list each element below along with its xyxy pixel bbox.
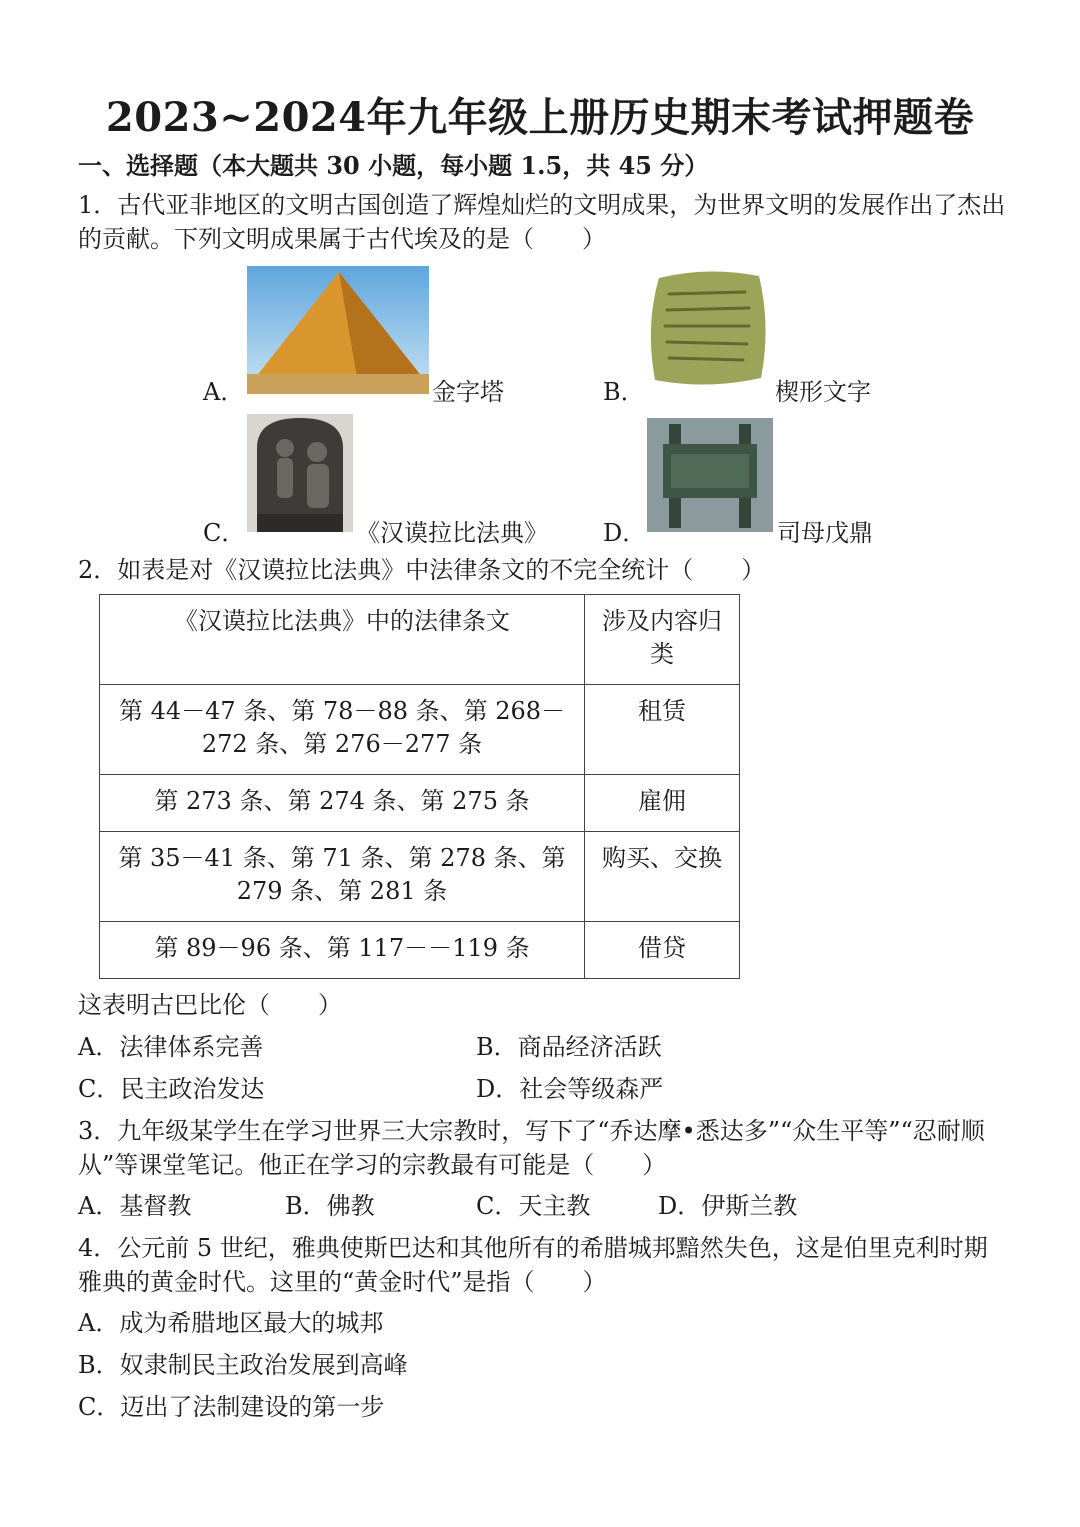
q2-option-b: B．商品经济活跃 xyxy=(476,1033,662,1061)
simuwu-ding-image xyxy=(647,418,773,532)
table-cell: 购买、交换 xyxy=(585,832,740,922)
question-1-stem: 1．古代亚非地区的文明古国创造了辉煌灿烂的文明成果，为世界文明的发展作出了杰出的贡献。下列文明成果属于古代埃及的是（ ） xyxy=(78,191,1006,253)
q3-option-b: B．佛教 xyxy=(285,1192,375,1220)
option-a-text: 金字塔 xyxy=(432,378,504,406)
q3-option-d: D．伊斯兰教 xyxy=(658,1192,798,1220)
option-b-text: 楔形文字 xyxy=(775,378,871,406)
q2-option-c: C．民主政治发达 xyxy=(78,1075,265,1103)
option-a-letter: A． xyxy=(203,378,245,406)
option-d-text: 司母戊鼎 xyxy=(777,519,873,547)
exam-title: 2023~2024年九年级上册历史期末考试押题卷 xyxy=(105,94,975,141)
hammurabi-stele-image xyxy=(247,414,353,532)
table-cell: 第 273 条、第 274 条、第 275 条 xyxy=(100,775,585,832)
law-articles-table xyxy=(99,594,740,979)
table-cell: 借贷 xyxy=(585,922,740,979)
table-header-row xyxy=(100,595,740,685)
table-header-cell: 《汉谟拉比法典》中的法律条文 xyxy=(100,595,585,685)
option-c-text: 《汉谟拉比法典》 xyxy=(356,519,548,547)
option-b-letter: B． xyxy=(603,378,645,406)
cuneiform-tablet-image xyxy=(645,266,771,388)
question-3-stem: 3．九年级某学生在学习世界三大宗教时，写下了“乔达摩•悉达多”“众生平等”“忍耐顺从”等课堂笔记。他正在学习的宗教最有可能是（ ） xyxy=(78,1117,985,1179)
q4-option-c: C．迈出了法制建设的第一步 xyxy=(78,1393,385,1421)
table-cell: 第 35－41 条、第 71 条、第 278 条、第 279 条、第 281 条 xyxy=(100,832,585,922)
q4-option-b: B．奴隶制民主政治发展到高峰 xyxy=(78,1351,408,1379)
table-row xyxy=(100,775,740,832)
question-2-followup: 这表明古巴比伦（ ） xyxy=(78,991,342,1019)
option-c-letter: C． xyxy=(203,519,246,547)
q2-option-d: D．社会等级森严 xyxy=(476,1075,664,1103)
pyramid-image xyxy=(247,266,429,394)
table-cell: 租赁 xyxy=(585,685,740,775)
table-header-cell: 涉及内容归类 xyxy=(585,595,740,685)
option-d-letter: D． xyxy=(603,519,647,547)
table-row xyxy=(100,685,740,775)
table-row xyxy=(100,922,740,979)
question-2-stem: 2．如表是对《汉谟拉比法典》中法律条文的不完全统计（ ） xyxy=(78,556,766,584)
q3-option-c: C．天主教 xyxy=(476,1192,591,1220)
table-cell: 雇佣 xyxy=(585,775,740,832)
q4-option-a: A．成为希腊地区最大的城邦 xyxy=(78,1309,384,1337)
question-4-stem: 4．公元前 5 世纪，雅典使斯巴达和其他所有的希腊城邦黯然失色，这是伯里克利时期雅典的黄金时代。这里的“黄金时代”是指（ ） xyxy=(78,1234,988,1296)
q3-option-a: A．基督教 xyxy=(78,1192,192,1220)
table-row xyxy=(100,832,740,922)
q2-option-a: A．法律体系完善 xyxy=(78,1033,264,1061)
table-cell: 第 44－47 条、第 78－88 条、第 268－272 条、第 276－277 条 xyxy=(100,685,585,775)
section-heading: 一、选择题（本大题共 30 小题，每小题 1.5，共 45 分） xyxy=(78,151,709,180)
table-cell: 第 89－96 条、第 117－－119 条 xyxy=(100,922,585,979)
